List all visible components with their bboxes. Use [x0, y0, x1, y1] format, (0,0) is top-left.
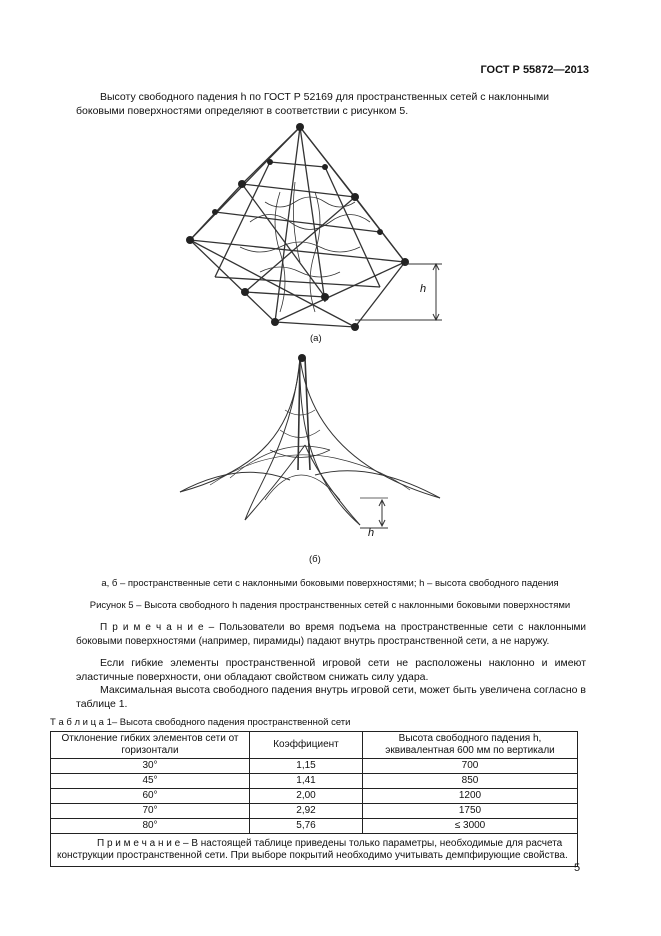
free-fall-table [50, 731, 578, 867]
table-header-row [51, 732, 578, 759]
figure-a-drawing [170, 122, 470, 337]
paragraph-2: Если гибкие элементы пространственной игровой сети не расположены наклонно и имеют эластичные поверхности, они обладают свойством снижать силу удара. [76, 657, 586, 683]
intro-line-2: боковыми поверхностями определяют в соответствии с рисунком 5. [76, 104, 409, 117]
page-number: 5 [574, 862, 581, 874]
intro-paragraph [76, 91, 586, 118]
table-note-text: – В настоящей таблице приведены только параметры, необходимые для расчета конструкции пространственной сети. При выборе покрытий необходимо учитывать демпфирующие свойства. [57, 838, 568, 861]
note-1-text: – Пользователи во время подъема на пространственные сети с наклонными боковыми поверхностями (например, пирамиды) падают внутрь пространственной сети, а не наружу. [76, 622, 587, 647]
table-cell: 1200 [363, 789, 578, 804]
table-cell: 2,00 [250, 789, 363, 804]
table-caption [50, 717, 350, 728]
table-note-row [51, 834, 578, 867]
table-cell: 700 [363, 759, 578, 774]
intro-line-1: Высоту свободного падения h по ГОСТ Р 52169 для пространственных сетей с наклонными [100, 91, 550, 103]
table-cell: 850 [363, 774, 578, 789]
table-cell: 60° [51, 789, 250, 804]
paragraph-3: Максимальная высота свободного падения внутрь игровой сети, может быть увеличена согласно в таблице 1. [76, 684, 586, 710]
figure-a-label: (а) [310, 333, 322, 344]
figure-b-h-label: h [368, 527, 375, 539]
table-header-coefficient: Коэффициент [250, 732, 363, 759]
table-cell: 30° [51, 759, 250, 774]
table-cell: 2,92 [250, 804, 363, 819]
table-cell: 45° [51, 774, 250, 789]
document-header: ГОСТ Р 55872—2013 [480, 64, 589, 76]
table-row [51, 759, 578, 774]
table-caption-text: 1– Высота свободного падения пространственной сети [103, 717, 351, 728]
figure-b-label: (б) [309, 554, 321, 565]
table-row [51, 804, 578, 819]
table-cell: 1,41 [250, 774, 363, 789]
table-note-label: П р и м е ч а н и е [97, 838, 181, 849]
table-header-deviation: Отклонение гибких элементов сети от горизонтали [51, 732, 250, 759]
note-1 [76, 621, 586, 648]
figure-legend: а, б – пространственные сети с наклонными боковыми поверхностями; h – высота свободного падения [101, 578, 559, 589]
table-cell: 1750 [363, 804, 578, 819]
table-cell: 70° [51, 804, 250, 819]
figure-caption: Рисунок 5 – Высота свободного h падения пространственных сетей с наклонными боковыми поверхностями [89, 600, 571, 611]
note-1-label: П р и м е ч а н и е [100, 622, 204, 633]
table-cell: ≤ 3000 [363, 819, 578, 834]
figure-a-h-label: h [420, 283, 427, 295]
table-cell: 80° [51, 819, 250, 834]
table-row [51, 774, 578, 789]
table-row [51, 789, 578, 804]
table-caption-label: Т а б л и ц а [50, 717, 104, 728]
table-note [51, 834, 578, 867]
figure-b-drawing [170, 350, 470, 550]
table-header-height: Высота свободного падения h, эквивалентная 600 мм по вертикали [363, 732, 578, 759]
table-cell: 1,15 [250, 759, 363, 774]
table-row [51, 819, 578, 834]
table-cell: 5,76 [250, 819, 363, 834]
